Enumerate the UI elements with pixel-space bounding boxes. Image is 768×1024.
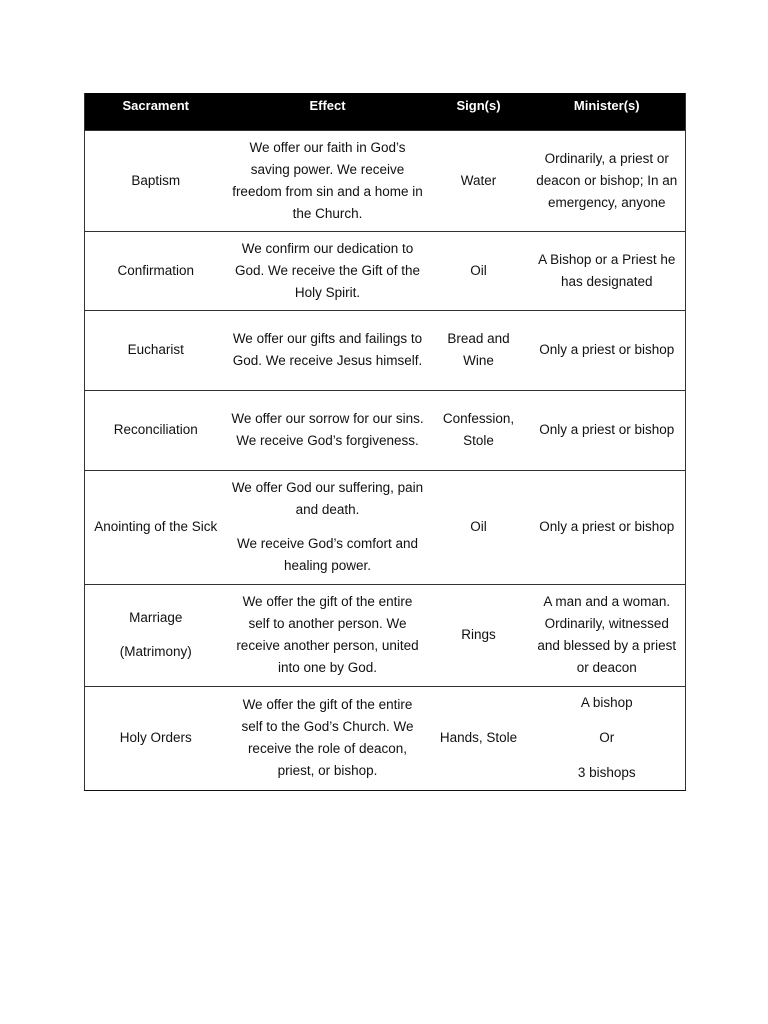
cell-signs — [429, 130, 529, 231]
cell-ministers — [529, 470, 686, 584]
cell-sacrament — [85, 686, 227, 790]
cell-sacrament — [85, 390, 227, 470]
cell-ministers — [529, 231, 686, 310]
cell-text: Only a priest or bishop — [539, 342, 675, 357]
header-sacrament: Sacrament — [122, 98, 189, 113]
table-row — [85, 231, 686, 310]
cell-text: We confirm our dedication to God. We receive the Gift of the Holy Spirit. — [234, 240, 421, 300]
cell-text: (Matrimony) — [119, 644, 192, 659]
cell-text: We offer our faith in God’s saving power. We receive freedom from sin and a home in the Church. — [232, 139, 423, 221]
cell-sacrament — [85, 584, 227, 686]
cell-text: Marriage — [129, 610, 183, 625]
table-row — [85, 686, 686, 790]
cell-effect — [227, 310, 429, 390]
cell-text: Baptism — [131, 172, 181, 188]
cell-text: Water — [460, 172, 497, 188]
cell-effect — [227, 686, 429, 790]
cell-effect — [227, 130, 429, 231]
cell-text: 3 bishops — [577, 765, 636, 780]
cell-signs — [429, 310, 529, 390]
cell-text: Anointing of the Sick — [94, 519, 218, 534]
cell-sacrament — [85, 130, 227, 231]
cell-text: We offer God our suffering, pain and death. — [231, 480, 424, 517]
header-ministers: Minister(s) — [573, 98, 640, 113]
cell-sacrament — [85, 470, 227, 584]
cell-text: Only a priest or bishop — [539, 519, 675, 534]
cell-ministers — [529, 130, 686, 231]
cell-ministers — [529, 310, 686, 390]
cell-text: We offer our sorrow for our sins. We receive God’s forgiveness. — [231, 411, 424, 448]
cell-text: Rings — [461, 627, 496, 642]
cell-ministers — [529, 584, 686, 686]
cell-signs — [429, 584, 529, 686]
cell-text: We offer the gift of the entire self to another person. We receive another person, united into one by God. — [236, 594, 419, 675]
cell-text: Confession, Stole — [442, 411, 515, 448]
cell-text: A bishop — [580, 695, 633, 710]
cell-effect — [227, 584, 429, 686]
cell-text: Ordinarily, a priest or deacon or bishop; In an emergency, anyone — [536, 150, 678, 210]
cell-text: Or — [599, 730, 615, 745]
cell-signs — [429, 231, 529, 310]
cell-signs — [429, 390, 529, 470]
cell-text: Oil — [470, 262, 487, 278]
cell-text: Bread and Wine — [447, 331, 510, 368]
cell-signs — [429, 686, 529, 790]
cell-effect — [227, 470, 429, 584]
cell-ministers — [529, 686, 686, 790]
cell-text: Reconciliation — [113, 422, 198, 437]
cell-text: We offer our gifts and failings to God. We receive Jesus himself. — [232, 331, 423, 368]
cell-text: Eucharist — [127, 342, 184, 357]
table-row — [85, 390, 686, 470]
cell-effect — [227, 231, 429, 310]
cell-text: Hands, Stole — [439, 730, 518, 745]
table-row — [85, 584, 686, 686]
table-row — [85, 470, 686, 584]
cell-text: A Bishop or a Priest he has designated — [538, 251, 676, 289]
cell-text: Oil — [470, 519, 487, 534]
table-row — [85, 310, 686, 390]
header-signs: Sign(s) — [456, 98, 501, 113]
header-effect: Effect — [309, 98, 346, 113]
cell-ministers — [529, 390, 686, 470]
cell-text: We offer the gift of the entire self to the God’s Church. We receive the role of deacon, priest, or bishop. — [241, 697, 414, 778]
cell-text: We receive God’s comfort and healing power. — [236, 536, 419, 573]
table-header-row — [85, 93, 686, 130]
cell-text: Confirmation — [117, 262, 195, 278]
cell-sacrament — [85, 310, 227, 390]
cell-sacrament — [85, 231, 227, 310]
table-row — [85, 130, 686, 231]
cell-text: Holy Orders — [119, 730, 192, 745]
cell-text: A man and a woman. Ordinarily, witnessed and blessed by a priest or deacon — [537, 594, 677, 675]
cell-text: Only a priest or bishop — [539, 422, 675, 437]
sacraments-table — [84, 93, 686, 791]
cell-effect — [227, 390, 429, 470]
cell-signs — [429, 470, 529, 584]
